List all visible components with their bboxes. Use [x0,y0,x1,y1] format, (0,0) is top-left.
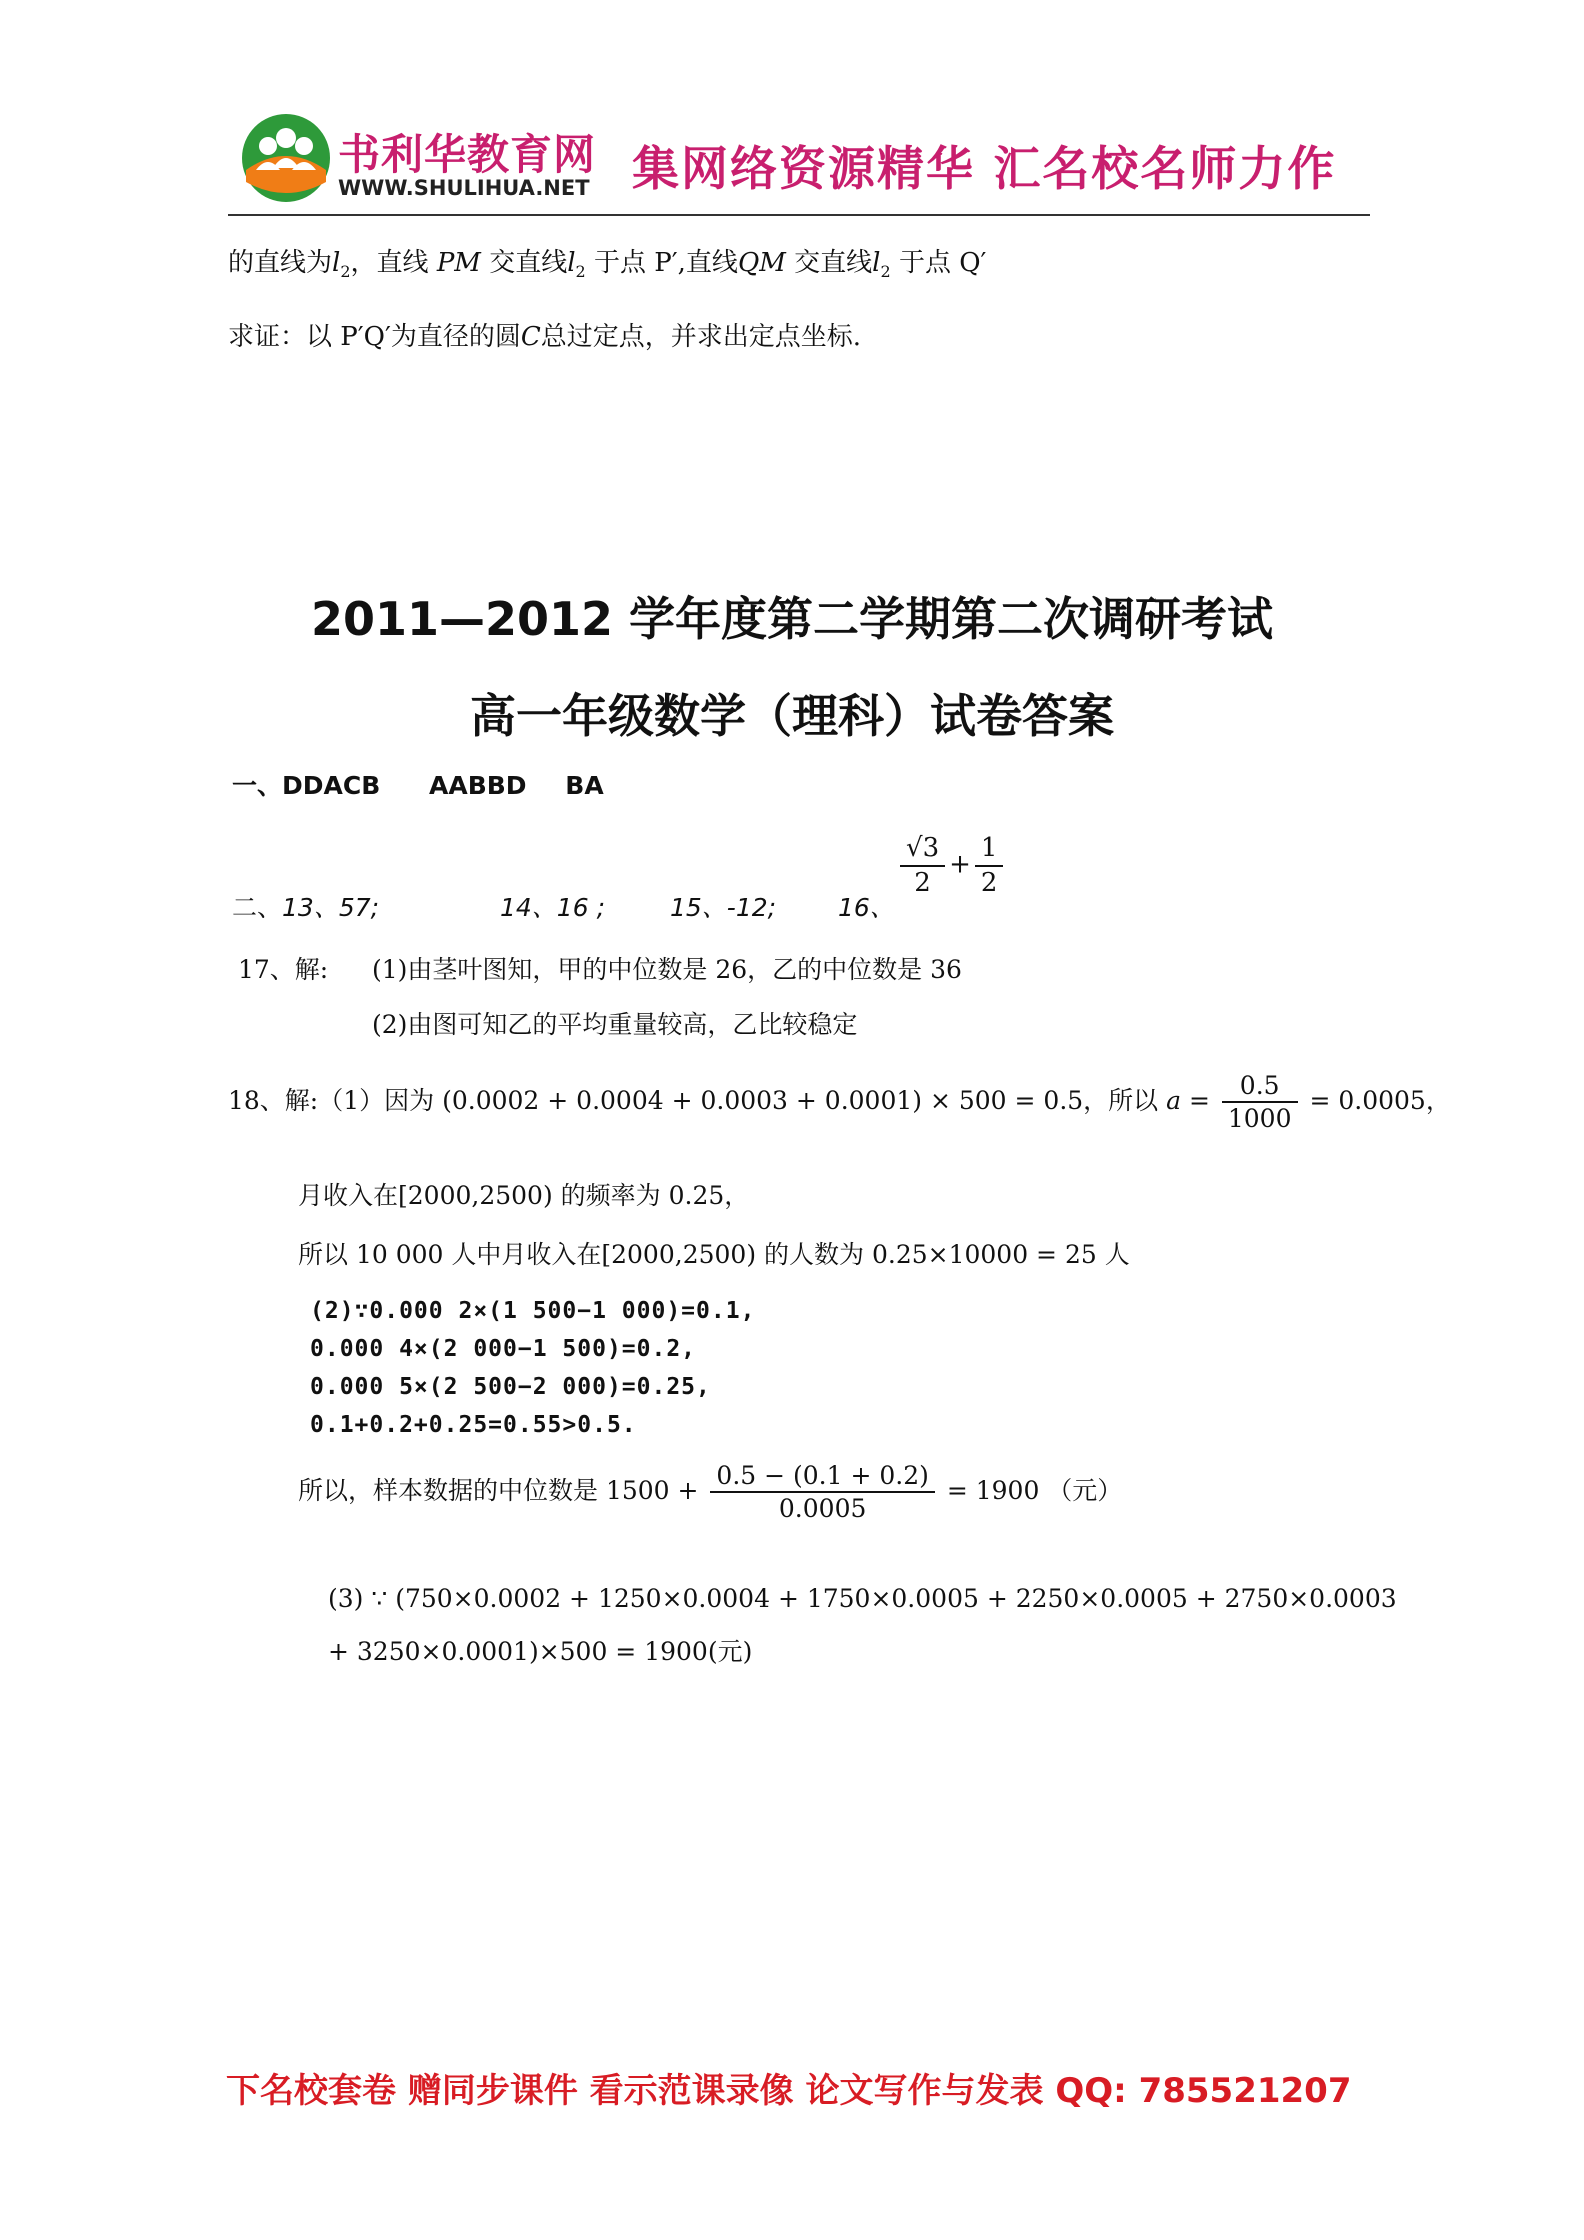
q18-part1-line2: 月收入在[2000,2500) 的频率为 0.25， [298,1181,750,1210]
q18-part3-line1: (3) ∵ (750×0.0002 + 1250×0.0004 + 1750×0.0005 + 2250×0.0005 + 2750×0.0003 [328,1584,1397,1613]
answer-q16-expression: $\frac{√3}{2}$ + $\frac{1}{2}$ [896,832,1007,899]
q18-part1-line1: 18、解:（1）因为 (0.0002 + 0.0004 + 0.0003 + 0.0001) × 500 = 0.5，所以 a = $\frac{0.5}{1000}$ = 0.0005， [228,1071,1451,1134]
q17-label: 17、解: [238,955,329,984]
header-slogan: 集网络资源精华 汇名校名师力作 [632,142,1337,197]
q17-part1: (1)由茎叶图知，甲的中位数是 26，乙的中位数是 36 [372,955,962,984]
page-header [0,0,1584,220]
q18-part2-line2: 0.000 4×(2 000−1 500)=0.2, [310,1336,697,1362]
fraction-1-over-2: $\frac{1}{2}$ [975,832,1004,899]
prev-problem-line-1: 的直线为$l_2$，直线 PM 交直线$l_2$ 于点 P′,直线QM 交直线$l_2$ 于点 Q′ [228,248,987,281]
fraction-sqrt3-over-2: $\frac{√3}{2}$ [900,832,945,899]
q18-part3-line2: + 3250×0.0001)×500 = 1900(元) [328,1637,753,1666]
q18-part2-line3: 0.000 5×(2 500−2 000)=0.25, [310,1374,711,1400]
q17-part2: (2)由图可知乙的平均重量较高，乙比较稳定 [372,1010,858,1039]
answers-multiple-choice: 一、DDACB AABBD BA [232,771,604,800]
fraction-0.5-over-1000: $\frac{0.5}{1000}$ [1222,1070,1298,1135]
site-url[interactable]: WWW.SHULIHUA.NET [338,176,590,200]
footer-banner: 下名校套卷 赠同步课件 看示范课录像 论文写作与发表 QQ: 785521207 [226,2071,1352,2111]
logo-icon [240,112,332,204]
site-name: 书利华教育网 [338,130,597,179]
q18-median-line: 所以，样本数据的中位数是 1500 + $\frac{0.5 - (0.1 + 0.2)}{0.0005}$ = 1900 （元） [298,1461,1123,1524]
q18-part1-line3: 所以 10 000 人中月收入在[2000,2500) 的人数为 0.25×10000 = 25 人 [298,1240,1130,1269]
document-title: 2011—2012 学年度第二学期第二次调研考试 [310,592,1274,646]
prev-problem-line-2: 求证：以 P′Q′为直径的圆C总过定点，并求出定点坐标. [228,322,862,352]
document-subtitle: 高一年级数学（理科）试卷答案 [470,689,1114,743]
fraction-median: $\frac{0.5 - (0.1 + 0.2)}{0.0005}$ [710,1460,934,1525]
answer-q14: 14、16 ; [500,893,605,922]
answer-q15: 15、-12; [670,893,777,922]
answer-q16-label: 16、 [838,893,895,922]
q18-part2-line4: 0.1+0.2+0.25=0.55>0.5. [310,1412,637,1438]
answers-fill-blank: 二、13、57; [232,893,380,922]
q18-part2-line1: (2)∵0.000 2×(1 500−1 000)=0.1, [310,1298,756,1324]
header-divider [228,214,1370,216]
